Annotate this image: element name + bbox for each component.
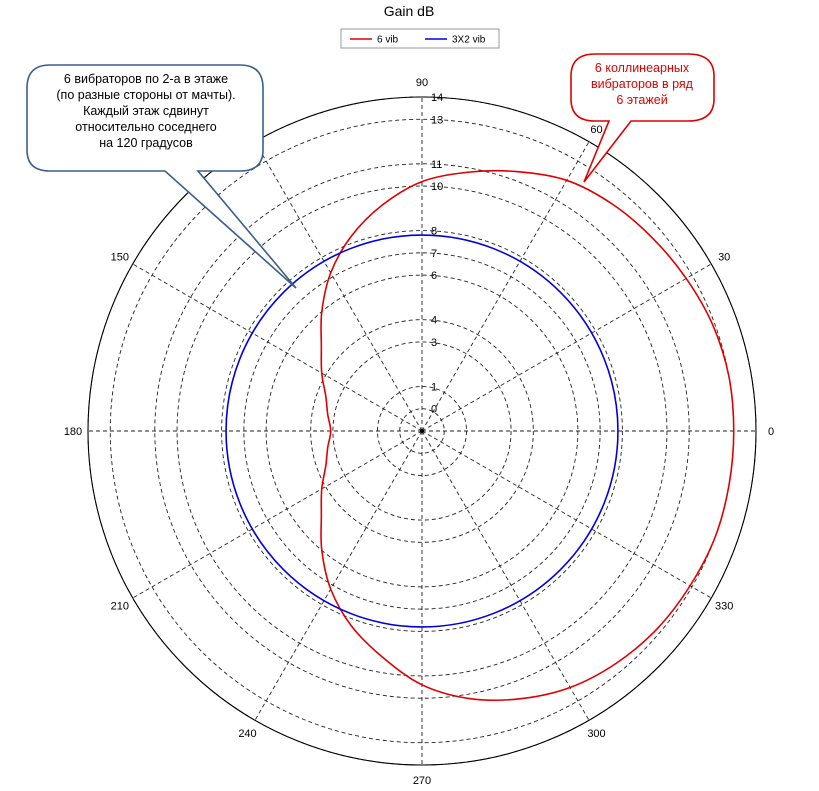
callout-6vib bbox=[571, 54, 714, 182]
grid-spoke bbox=[422, 264, 711, 431]
grid-spoke bbox=[133, 264, 422, 431]
angle-label: 210 bbox=[110, 600, 129, 613]
grid-spoke bbox=[255, 431, 422, 720]
center-point bbox=[420, 429, 424, 433]
radial-tick-label: 6 bbox=[431, 270, 438, 283]
legend-label-3x2vib: 3X2 vib bbox=[452, 34, 486, 46]
angle-label: 240 bbox=[238, 728, 257, 741]
callout-3x2vib-line-1: 6 вибраторов по 2-а в этаже bbox=[63, 72, 229, 86]
series-6vib-line bbox=[321, 171, 734, 701]
radial-tick-label: 4 bbox=[431, 314, 438, 327]
grid-spoke bbox=[422, 142, 589, 431]
radial-tick-label: 3 bbox=[431, 336, 438, 349]
grid-spoke bbox=[133, 431, 422, 598]
grid-spoke bbox=[422, 431, 711, 598]
series-layer bbox=[226, 171, 734, 701]
radial-tick-label: 7 bbox=[431, 247, 438, 260]
angle-label: 90 bbox=[415, 77, 429, 89]
angle-label: 60 bbox=[590, 123, 603, 136]
angle-label: 0 bbox=[767, 426, 775, 438]
callout-3x2vib-line-3: Каждый этаж сдвинут bbox=[83, 104, 209, 118]
radial-tick-label: 10 bbox=[431, 181, 444, 194]
angle-label: 30 bbox=[718, 251, 731, 264]
callout-3x2vib bbox=[27, 65, 296, 288]
radial-tick-label: 14 bbox=[431, 92, 444, 104]
radial-tick-label: 1 bbox=[431, 381, 438, 394]
grid-spoke bbox=[255, 142, 422, 431]
callout-3x2vib-line-2: (по разные стороны от мачты). bbox=[56, 88, 236, 102]
radial-tick-label: 11 bbox=[431, 158, 443, 171]
legend bbox=[341, 29, 499, 48]
angle-label: 150 bbox=[110, 251, 129, 264]
callout-6vib-line-3: 6 этажей bbox=[616, 93, 668, 107]
radial-tick-label: 0 bbox=[431, 403, 438, 416]
polar-grid bbox=[88, 97, 756, 765]
grid-spoke bbox=[422, 431, 589, 720]
radial-tick-label: 8 bbox=[431, 225, 438, 238]
legend-label-6vib: 6 vib bbox=[377, 34, 399, 46]
callout-6vib-line-2: вибраторов в ряд bbox=[591, 77, 693, 91]
callout-6vib-line-1: 6 коллинеарных bbox=[594, 61, 690, 75]
angle-label: 270 bbox=[412, 775, 432, 787]
angle-label: 330 bbox=[715, 600, 734, 613]
angle-label: 300 bbox=[587, 728, 606, 741]
callout-3x2vib-line-5: на 120 градусов bbox=[99, 136, 193, 150]
callout-3x2vib-line-4: относительно соседнего bbox=[75, 120, 217, 134]
angle-label: 180 bbox=[63, 426, 83, 438]
chart-title: Gain dB bbox=[383, 3, 435, 19]
radial-tick-label: 13 bbox=[431, 114, 444, 127]
